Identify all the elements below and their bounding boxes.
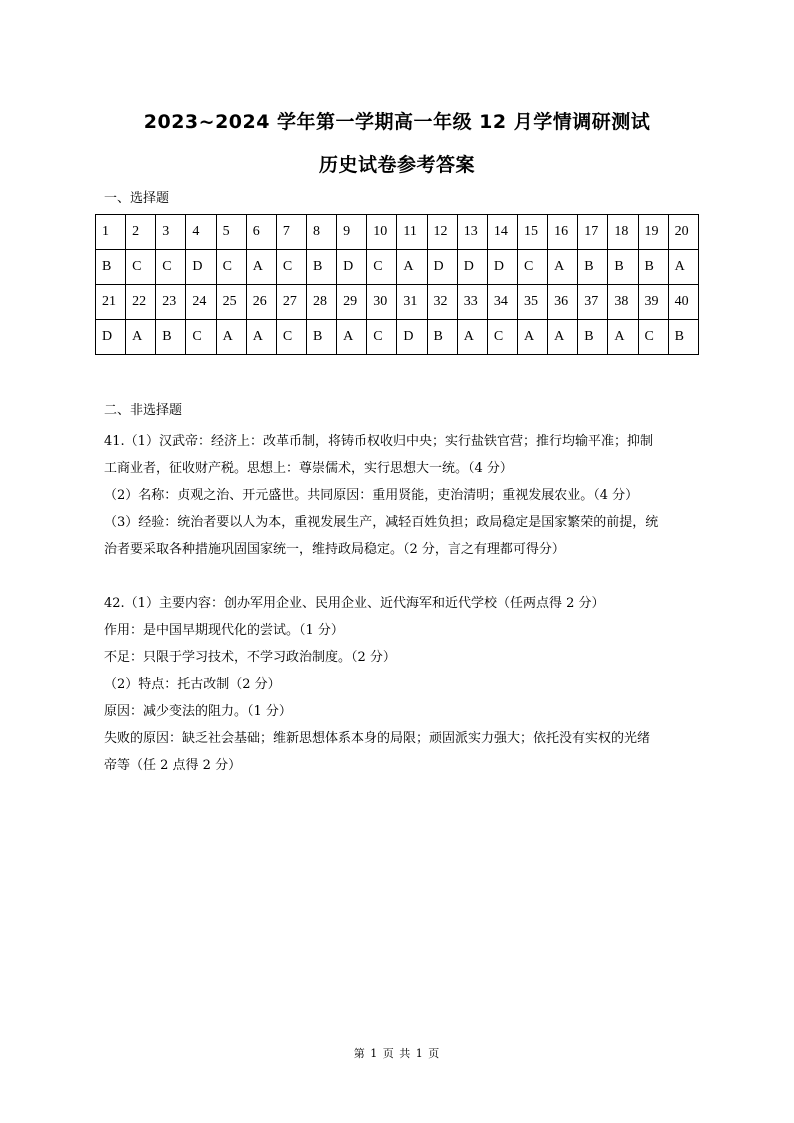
table-cell: A	[548, 250, 578, 285]
answer-line: 不足：只限于学习技术，不学习政治制度。（2 分）	[104, 650, 396, 665]
table-cell: C	[638, 320, 668, 355]
table-cell: 26	[246, 285, 276, 320]
table-cell: C	[517, 250, 547, 285]
table-cell: C	[276, 250, 306, 285]
table-cell: 39	[638, 285, 668, 320]
answer-line: 41.（1）汉武帝：经济上：改革币制，将铸币权收归中央；实行盐铁官营；推行均输平准；抑制	[104, 434, 653, 449]
table-cell: 6	[246, 215, 276, 250]
answer-line: 失败的原因：缺乏社会基础；维新思想体系本身的局限；顽固派实力强大；依托没有实权的光绪	[104, 731, 651, 746]
table-cell: B	[638, 250, 668, 285]
answer-table	[95, 214, 699, 355]
answer-line: 治者要采取各种措施巩固国家统一，维持政局稳定。（2 分，言之有理都可得分）	[104, 542, 565, 557]
table-row	[96, 320, 699, 355]
table-cell: A	[126, 320, 156, 355]
table-row	[96, 215, 699, 250]
table-cell: 27	[276, 285, 306, 320]
table-cell: A	[548, 320, 578, 355]
table-cell: 12	[427, 215, 457, 250]
table-cell: 35	[517, 285, 547, 320]
table-cell: C	[276, 320, 306, 355]
table-cell: A	[668, 250, 698, 285]
table-row	[96, 285, 699, 320]
table-cell: C	[216, 250, 246, 285]
table-cell: 31	[397, 285, 427, 320]
table-cell: 22	[126, 285, 156, 320]
table-cell: 1	[96, 215, 126, 250]
table-cell: D	[427, 250, 457, 285]
answer-line: （3）经验：统治者要以人为本，重视发展生产，减轻百姓负担；政局稳定是国家繁荣的前提，统	[104, 515, 659, 530]
table-cell: 2	[126, 215, 156, 250]
table-cell: 9	[337, 215, 367, 250]
answer-line: 原因：减少变法的阻力。（1 分）	[104, 704, 292, 719]
table-cell: A	[457, 320, 487, 355]
table-cell: C	[367, 320, 397, 355]
table-cell: D	[487, 250, 517, 285]
table-cell: 32	[427, 285, 457, 320]
table-cell: 29	[337, 285, 367, 320]
answer-line: 工商业者，征收财产税。思想上：尊崇儒术，实行思想大一统。（4 分）	[104, 461, 513, 476]
table-cell: 3	[156, 215, 186, 250]
table-cell: 5	[216, 215, 246, 250]
table-cell: B	[156, 320, 186, 355]
table-cell: 21	[96, 285, 126, 320]
table-cell: A	[337, 320, 367, 355]
table-cell: C	[487, 320, 517, 355]
table-cell: 4	[186, 215, 216, 250]
table-cell: C	[126, 250, 156, 285]
table-cell: 24	[186, 285, 216, 320]
table-cell: 28	[306, 285, 336, 320]
table-cell: 14	[487, 215, 517, 250]
table-cell: 23	[156, 285, 186, 320]
page-footer: 第 1 页 共 1 页	[353, 1047, 441, 1060]
table-cell: B	[578, 320, 608, 355]
table-cell: D	[397, 320, 427, 355]
document-subtitle: 历史试卷参考答案	[318, 154, 475, 176]
table-cell: B	[306, 320, 336, 355]
table-cell: 11	[397, 215, 427, 250]
answer-line: （2）特点：托古改制（2 分）	[104, 677, 281, 692]
table-cell: 16	[548, 215, 578, 250]
table-cell: A	[216, 320, 246, 355]
table-cell: 18	[608, 215, 638, 250]
table-cell: D	[186, 250, 216, 285]
table-cell: 8	[306, 215, 336, 250]
table-cell: A	[246, 320, 276, 355]
table-cell: C	[367, 250, 397, 285]
section-heading-choice: 一、选择题	[104, 191, 170, 206]
table-cell: 38	[608, 285, 638, 320]
table-cell: 20	[668, 215, 698, 250]
table-cell: B	[668, 320, 698, 355]
table-cell: 19	[638, 215, 668, 250]
table-cell: A	[608, 320, 638, 355]
answer-line: 帝等（任 2 点得 2 分）	[104, 758, 242, 773]
document-title: 2023~2024 学年第一学期高一年级 12 月学情调研测试	[143, 111, 651, 133]
table-cell: 15	[517, 215, 547, 250]
table-cell: C	[186, 320, 216, 355]
table-cell: A	[246, 250, 276, 285]
table-cell: B	[96, 250, 126, 285]
table-cell: 10	[367, 215, 397, 250]
section-heading-nonchoice: 二、非选择题	[104, 403, 183, 418]
table-cell: 13	[457, 215, 487, 250]
answer-line: 作用：是中国早期现代化的尝试。（1 分）	[104, 623, 344, 638]
table-row	[96, 250, 699, 285]
answer-line: 42.（1）主要内容：创办军用企业、民用企业、近代海军和近代学校（任两点得 2 分）	[104, 596, 605, 611]
table-cell: 25	[216, 285, 246, 320]
table-cell: A	[397, 250, 427, 285]
table-cell: B	[306, 250, 336, 285]
table-cell: D	[96, 320, 126, 355]
table-cell: B	[427, 320, 457, 355]
table-cell: D	[457, 250, 487, 285]
table-cell: A	[517, 320, 547, 355]
answer-line: （2）名称：贞观之治、开元盛世。共同原因：重用贤能，吏治清明；重视发展农业。（4 分）	[104, 488, 639, 503]
table-cell: 40	[668, 285, 698, 320]
table-cell: 17	[578, 215, 608, 250]
table-cell: C	[156, 250, 186, 285]
table-cell: B	[578, 250, 608, 285]
table-cell: 36	[548, 285, 578, 320]
table-cell: 7	[276, 215, 306, 250]
table-cell: 33	[457, 285, 487, 320]
table-cell: 34	[487, 285, 517, 320]
table-cell: D	[337, 250, 367, 285]
table-cell: 37	[578, 285, 608, 320]
table-cell: 30	[367, 285, 397, 320]
table-cell: B	[608, 250, 638, 285]
